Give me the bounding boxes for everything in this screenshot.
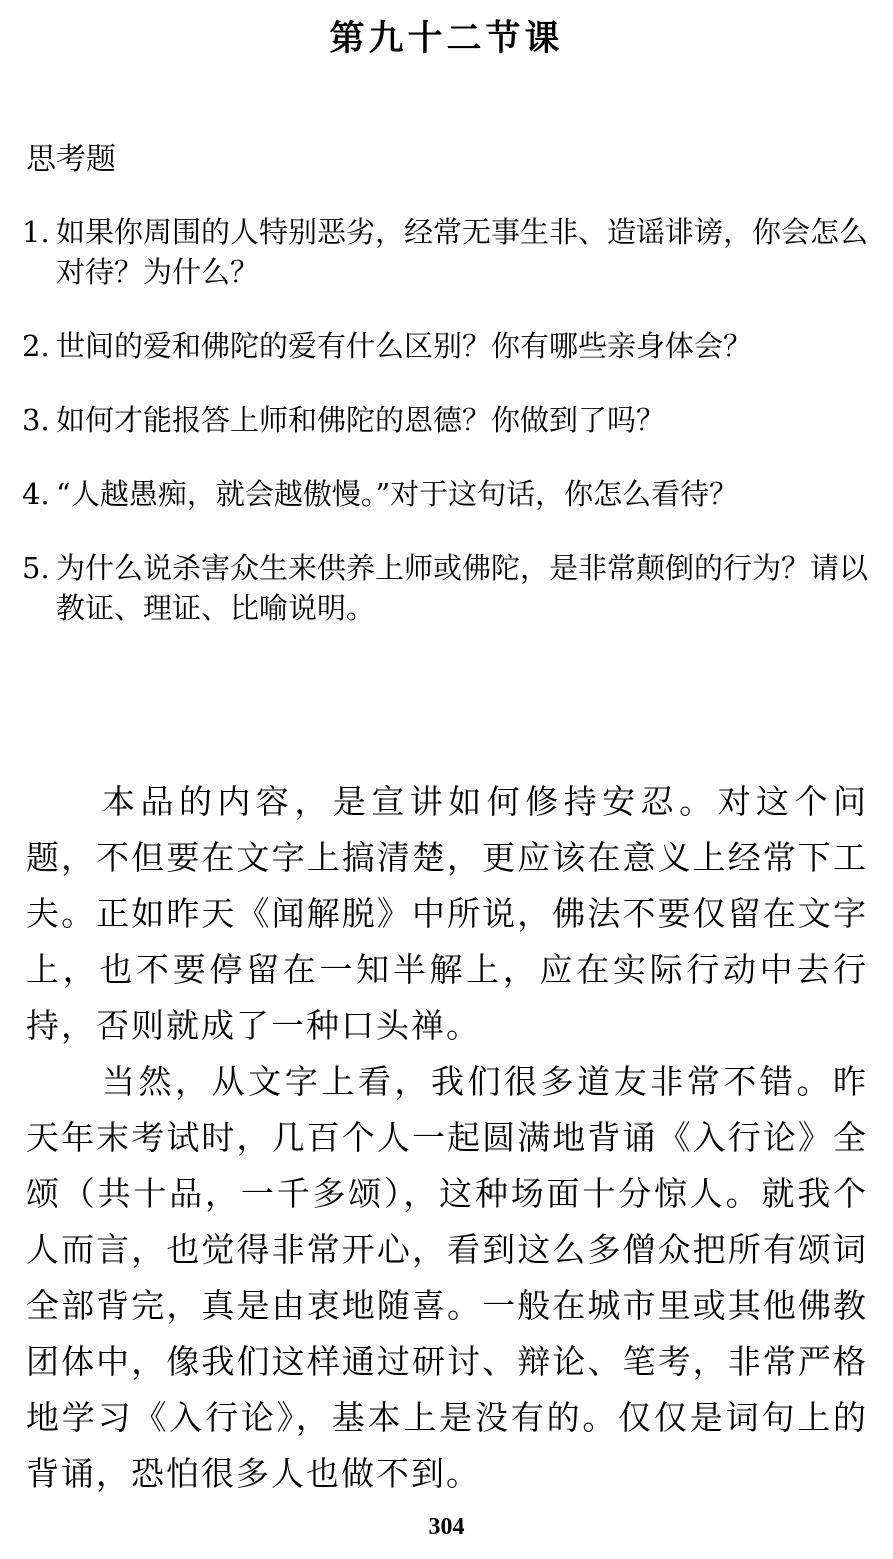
page-number: 304 xyxy=(428,1514,465,1540)
page-title: 第九十二节课 xyxy=(329,18,564,59)
question-item xyxy=(22,326,870,366)
question-text: 为什么说杀害众生来供养上师或佛陀，是非常颠倒的行为？请以教证、理证、比喻说明。 xyxy=(56,551,869,625)
question-text: 如何才能报答上师和佛陀的恩德？你做到了吗？ xyxy=(56,403,666,437)
question-number: 4. xyxy=(22,477,50,511)
question-number: 1. xyxy=(22,215,50,249)
question-text: “人越愚痴，就会越傲慢。”对于这句话，你怎么看待？ xyxy=(56,477,739,511)
question-number: 2. xyxy=(22,329,50,363)
question-item xyxy=(22,548,870,628)
body-paragraph: 本品的内容，是宣讲如何修持安忍。对这个问题，不但要在文字上搞清楚，更应该在意义上经常下工夫。正如昨天《闻解脱》中所说，佛法不要仅留在文字上，也不要停留在一知半解上，应在实际行动中去行持，否则就成了一种口头禅。 xyxy=(26,782,868,1045)
questions-heading: 思考题 xyxy=(26,142,116,177)
questions-list xyxy=(22,212,870,628)
body-text xyxy=(26,774,868,1502)
question-number: 5. xyxy=(22,551,50,585)
question-item xyxy=(22,474,870,514)
question-text: 如果你周围的人特别恶劣，经常无事生非、造谣诽谤，你会怎么对待？为什么？ xyxy=(56,215,869,289)
question-item xyxy=(22,212,870,292)
body-paragraph: 当然，从文字上看，我们很多道友非常不错。昨天年末考试时，几百个人一起圆满地背诵《入行论》全颂（共十品，一千多颂），这种场面十分惊人。就我个人而言，也觉得非常开心，看到这么多僧众把所有颂词全部背完，真是由衷地随喜。一般在城市里或其他佛教团体中，像我们这样通过研讨、辩论、笔考，非常严格地学习《入行论》，基本上是没有的。仅仅是词句上的背诵，恐怕很多人也做不到。 xyxy=(26,1062,868,1493)
question-item xyxy=(22,400,870,440)
question-text: 世间的爱和佛陀的爱有什么区别？你有哪些亲身体会？ xyxy=(56,329,753,363)
question-number: 3. xyxy=(22,403,50,437)
